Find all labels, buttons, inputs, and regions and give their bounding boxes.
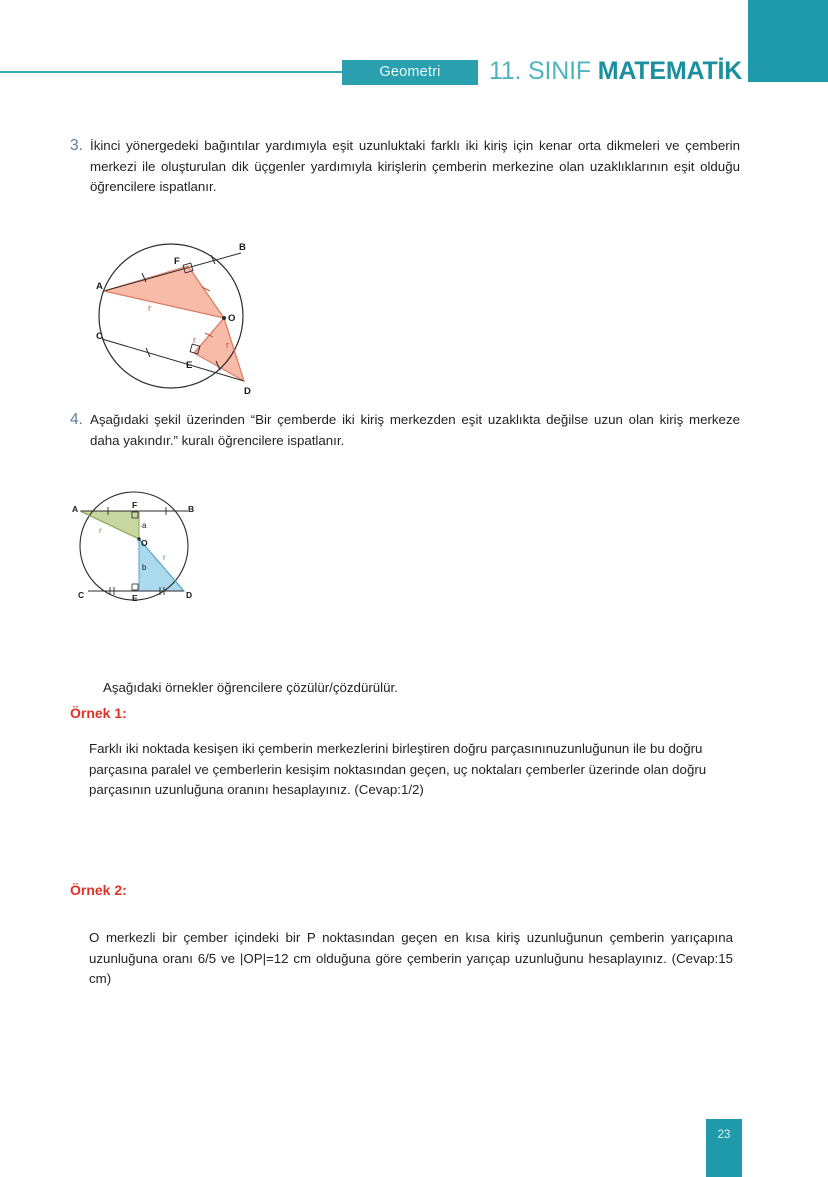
label-O: O	[141, 538, 148, 548]
page-number-value: 23	[717, 1129, 731, 1141]
label-D: D	[186, 590, 193, 600]
right-angle-marker-E	[132, 584, 138, 590]
example-2-text: O merkezli bir çember içindeki bir P noktasından geçen en kısa kiriş uzunluğunun çemberin yarıçapına uzunluğuna oranı 6/5 ve |OP|=12 cm olduğuna göre çemberin yarıçap uzunluğunu hesaplayınız. (Cevap:15 cm)	[89, 930, 733, 986]
label-b: b	[142, 563, 147, 572]
center-point-O	[222, 316, 226, 320]
label-E: E	[132, 593, 138, 603]
label-O: O	[228, 313, 236, 324]
question-item-3	[70, 136, 740, 198]
label-D: D	[244, 386, 251, 397]
question-number-4: 4.	[70, 411, 83, 428]
label-A: A	[72, 504, 79, 514]
figure-circle-equal-chords	[96, 243, 261, 398]
question-number-3: 3.	[70, 137, 83, 154]
example-2-label: Örnek 2:	[70, 882, 127, 898]
question-item-4	[70, 410, 740, 451]
label-A: A	[96, 281, 103, 292]
example-1-label: Örnek 1:	[70, 705, 127, 721]
label-r-AO: r	[99, 526, 102, 535]
header-subject-tag: Geometri	[342, 60, 478, 85]
label-B: B	[239, 243, 246, 253]
label-r-AO: r	[148, 303, 151, 313]
label-r-OD: r	[226, 340, 229, 350]
figure2-svg	[68, 488, 220, 608]
triangle-OED	[194, 318, 244, 381]
header-corner-block	[748, 0, 828, 82]
label-C: C	[78, 590, 85, 600]
header-divider-line	[0, 71, 342, 73]
label-C: C	[96, 331, 103, 342]
label-a: a	[142, 521, 147, 530]
page-title	[489, 56, 742, 86]
label-E: E	[186, 360, 193, 371]
label-r-OE: r	[193, 335, 196, 345]
question-text-4: Aşağıdaki şekil üzerinden “Bir çemberde iki kiriş merkezden eşit uzaklıkta değilse uzun olan kiriş merkeze daha yakındır.” kuralı öğrencilere ispatlanır.	[90, 412, 740, 448]
label-r-OD: r	[163, 553, 166, 562]
page-title-subject: MATEMATİK	[597, 57, 743, 85]
page-number-badge	[706, 1119, 742, 1177]
label-F: F	[174, 256, 180, 267]
intro-paragraph: Aşağıdaki örnekler öğrencilere çözülür/çözdürülür.	[103, 680, 398, 695]
question-text-3: İkinci yönergedeki bağıntılar yardımıyla eşit uzunluktaki farklı iki kiriş için kenar orta dikmeleri ve çemberin merkezi ile oluşturulan dik üçgenler yardımıyla kirişlerin çemberin merkezine olan uzaklıklarının eşit olduğu öğrencilere ispatlanır.	[90, 138, 740, 194]
page-title-grade: 11. SINIF	[489, 57, 598, 85]
figure-circle-unequal-chords	[68, 488, 220, 608]
label-B: B	[188, 504, 195, 514]
figure1-svg	[96, 243, 261, 398]
tick-FB	[211, 255, 215, 264]
label-F: F	[132, 500, 138, 510]
example-1-text: Farklı iki noktada kesişen iki çemberin merkezlerini birleştiren doğru parçasınınuzunluğunun ile bu doğru parçasına paralel ve çemberlerin kesişim noktasından geçen, uç noktaları çemberler üzerinde olan doğru parçasının uzunluğuna oranını hesaplayınız. (Cevap:1/2)	[89, 741, 707, 797]
